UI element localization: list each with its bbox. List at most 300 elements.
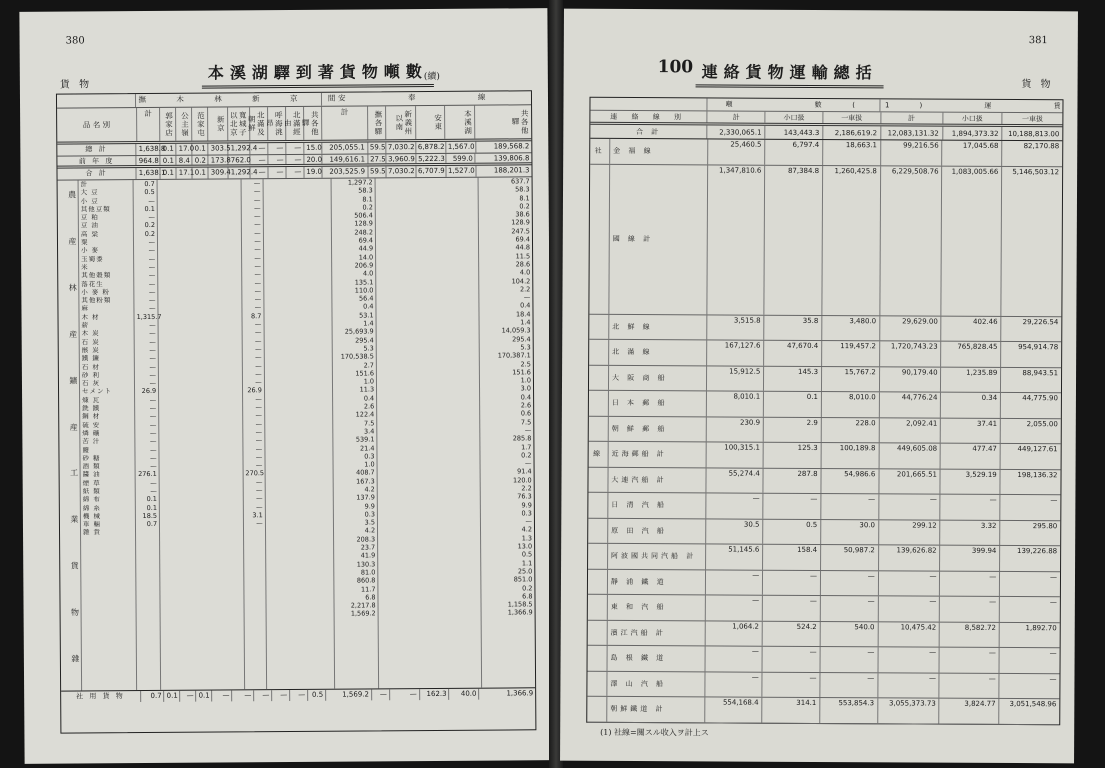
item-name: 小 麥 粉 — [81, 288, 110, 297]
table-cell: — — [525, 459, 532, 468]
connecting-freight-table — [586, 97, 1091, 725]
item-name: 機 械 — [82, 512, 101, 521]
summary-value: 205,055.1 — [322, 142, 368, 153]
table-cell: 6.8 — [522, 592, 533, 601]
table-cell: — — [254, 253, 261, 262]
summary-value: — — [287, 167, 305, 178]
table-cell: — — [705, 646, 763, 671]
column-header: 共各他驛 — [304, 107, 322, 140]
table-cell: 0.5 — [521, 550, 533, 559]
table-cell: 276.1 — [138, 470, 157, 479]
table-cell: 8.1 — [362, 194, 373, 204]
table-cell: 76.3 — [517, 492, 532, 501]
column-header: 共各他驛 — [511, 109, 530, 135]
table-cell: 6,797.4 — [765, 140, 823, 165]
table-row — [588, 544, 1060, 572]
item-name: 煙 草 — [82, 478, 101, 488]
summary-value: 762.0 — [229, 155, 251, 164]
column-header: 呼海洮昂 — [268, 107, 286, 140]
table-cell: — — [255, 394, 262, 403]
table-cell: — — [763, 570, 821, 595]
table-cell: 128.9 — [354, 219, 373, 229]
table-cell: — — [253, 179, 261, 188]
table-cell: 3.5 — [364, 518, 376, 527]
table-cell: 90,179.40 — [880, 367, 942, 392]
table-row — [589, 365, 1061, 393]
table-cell: 110.0 — [354, 286, 374, 295]
table-cell: 139,226.88 — [1017, 547, 1058, 556]
table-cell: 99,216.56 — [881, 140, 943, 165]
line-name: 朝鮮鐵道 計 — [607, 697, 705, 722]
table-cell: — — [149, 420, 157, 429]
summary-value: 0.1 — [193, 144, 209, 155]
table-cell: 38.6 — [515, 210, 530, 219]
table-cell: 87,384.8 — [765, 165, 824, 314]
table-cell: — — [255, 378, 262, 387]
table-row — [588, 518, 1060, 546]
table-row — [587, 671, 1059, 699]
other-stations-column — [478, 177, 535, 687]
line-name: 國 線 計 — [609, 164, 707, 314]
table-cell: 11.5 — [515, 251, 531, 261]
column-header: 小口扱 — [943, 113, 1003, 124]
table-cell: 270.5 — [245, 469, 265, 478]
table-cell: 81.0 — [360, 568, 376, 577]
table-cell: 3.4 — [364, 427, 375, 436]
line-name: 濱江汽船 計 — [608, 620, 706, 645]
table-cell: 28.6 — [515, 260, 531, 269]
section-label: 農 産 — [67, 190, 78, 264]
table-cell: 0.3 — [364, 452, 375, 461]
summary-value: — — [269, 155, 287, 164]
table-cell: 0.6 — [520, 409, 532, 418]
table-row — [588, 569, 1060, 597]
table-cell: — — [254, 328, 262, 337]
summary-value: 20.0 — [304, 155, 322, 164]
line-name: 澤 山 汽 船 — [607, 671, 705, 696]
column-header: 一車扱 — [823, 112, 881, 123]
table-cell: — — [254, 212, 261, 221]
column-header: 小口扱 — [766, 112, 824, 123]
line-name: 北 鮮 線 — [609, 314, 707, 339]
table-cell: 851.0 — [513, 575, 533, 584]
page-number: 380 — [65, 35, 85, 47]
table-cell: 4.2 — [521, 525, 533, 534]
item-name: 木 材 — [81, 313, 100, 322]
minor-stations-column — [158, 179, 245, 690]
table-cell: 230.9 — [706, 417, 764, 442]
cargo-tonnage-table — [56, 90, 536, 733]
table-cell: 137.9 — [356, 493, 375, 502]
table-cell: 56.4 — [358, 294, 374, 303]
footer-row: 社 用 貨 物 0.7 0.1 — 0.1 — — — — — 0.5 1,569.2 — — 162.3 40.0 1,366.9 — [61, 687, 535, 702]
section-label — [589, 365, 609, 390]
item-name: 銑 鐵 — [82, 404, 101, 413]
table-cell: 0.4 — [363, 394, 375, 403]
table-cell: 2.6 — [520, 401, 532, 410]
summary-value: 1,292.4 — [229, 167, 251, 178]
summary-value: 149,616.1 — [322, 154, 368, 163]
table-cell: 100,189.8 — [822, 443, 880, 468]
table-cell: 228.0 — [822, 418, 880, 443]
table-cell: 0.34 — [941, 393, 1001, 418]
table-cell: 1,315.7 — [136, 312, 162, 321]
item-name: 小 豆 — [80, 196, 99, 206]
table-row — [589, 442, 1061, 470]
table-cell: — — [878, 673, 940, 698]
table-cell: — — [1049, 674, 1057, 683]
table-cell: 860.8 — [356, 576, 376, 585]
table-row — [590, 139, 1062, 167]
table-cell: — — [821, 571, 879, 596]
item-name: 酒 類 — [82, 462, 101, 471]
table-cell: 5.3 — [520, 343, 531, 352]
column-header: 郭家店 — [160, 108, 176, 141]
summary-value: 1,567.0 — [446, 142, 476, 153]
table-cell: 299.12 — [879, 520, 941, 545]
table-cell: — — [148, 287, 156, 296]
table-cell: — — [254, 245, 261, 254]
table-cell: 8,010.0 — [822, 392, 880, 417]
table-cell: 3,515.8 — [707, 315, 765, 340]
table-cell: — — [941, 495, 1001, 520]
table-cell: — — [149, 354, 156, 363]
summary-value: 7,030.2 — [386, 142, 416, 153]
table-cell: 122.4 — [355, 410, 375, 419]
anhou-total-column — [332, 178, 379, 688]
section-label — [589, 340, 609, 365]
table-cell: — — [705, 570, 763, 595]
table-cell: — — [254, 228, 261, 237]
table-cell: 3,480.0 — [822, 316, 880, 341]
summary-value: 8.4 — [177, 156, 193, 165]
item-name: 燐 礦 — [82, 429, 101, 438]
section-label — [588, 569, 608, 594]
table-cell: — — [524, 426, 532, 435]
table-cell: 0.1 — [146, 503, 157, 512]
table-cell: 449,127.61 — [1017, 445, 1058, 454]
item-name: 車 輛 — [82, 520, 102, 529]
table-cell: 4.0 — [519, 268, 531, 277]
table-cell: 9.9 — [364, 501, 375, 511]
summary-value: 0.1 — [161, 144, 177, 155]
column-header: 計 — [137, 108, 161, 141]
table-cell: 170,538.5 — [340, 352, 374, 361]
column-header: 本溪湖 — [446, 106, 476, 139]
table-cell: — — [254, 270, 262, 279]
table-cell: 287.8 — [764, 468, 822, 493]
table-cell: 44.8 — [515, 243, 531, 252]
table-cell: 0.5 — [763, 519, 821, 544]
table-cell: 1,064.2 — [705, 621, 763, 646]
table-cell: 314.1 — [762, 698, 820, 723]
table-row — [589, 340, 1061, 368]
section-label — [587, 671, 607, 696]
table-cell: 23.7 — [360, 543, 376, 552]
table-cell: — — [940, 571, 1000, 596]
item-name: 小 麥 — [80, 246, 100, 255]
table-cell: 206.9 — [354, 261, 374, 270]
table-cell: 1.0 — [520, 376, 531, 385]
section-label — [588, 467, 608, 492]
table-cell: 25.0 — [517, 567, 533, 576]
item-name: 豆 粕 — [80, 213, 99, 222]
column-header: 計 — [708, 111, 766, 122]
table-cell: 553,854.3 — [820, 698, 878, 723]
table-cell: 1.7 — [521, 442, 532, 451]
table-cell: 7.5 — [363, 418, 375, 428]
item-name: 豆 油 — [80, 221, 99, 230]
grand-total-label: 合 計 — [590, 125, 708, 139]
table-cell: 6,229,508.76 — [880, 166, 943, 315]
summary-value: 7,030.2 — [386, 166, 416, 177]
table-cell: — — [254, 303, 262, 312]
table-cell: 44.9 — [358, 244, 374, 253]
table-cell: — — [150, 461, 157, 471]
table-cell: 3,051,548.96 — [1009, 700, 1057, 709]
summary-value: 0.2 — [193, 156, 209, 165]
summary-value: 17.1 — [177, 168, 193, 179]
summary-value: 964.8 — [137, 156, 161, 165]
table-cell: 2,092.41 — [879, 418, 941, 443]
table-cell: — — [148, 213, 155, 222]
column-header: 新京 — [208, 107, 228, 140]
item-name: 其他豆類 — [80, 205, 111, 214]
table-cell: 3,824.77 — [940, 699, 1000, 724]
table-cell: 7.5 — [520, 417, 532, 426]
column-header: 新義州以南 — [386, 106, 416, 139]
table-cell: 44,776.24 — [880, 392, 942, 417]
table-cell: — — [149, 428, 157, 437]
section-label — [588, 518, 608, 543]
column-header: 品 名 別 — [57, 108, 137, 142]
table-cell: 82,170.88 — [1023, 142, 1060, 151]
table-cell: — — [940, 648, 1000, 673]
section-label — [587, 697, 607, 722]
line-name: 北 滿 線 — [609, 340, 707, 365]
table-cell: 248.2 — [354, 228, 374, 237]
item-name: 鐵 鑛 — [81, 354, 100, 363]
summary-label: 前 年 度 — [57, 156, 136, 166]
summary-value: 1,292.4 — [229, 143, 251, 154]
table-cell: — — [255, 353, 262, 362]
summary-value: 599.0 — [446, 154, 476, 163]
section-label: 社 — [590, 139, 610, 164]
table-cell: — — [256, 494, 263, 503]
summary-value: 303.5 — [209, 143, 229, 154]
table-cell: 954,914.78 — [1018, 343, 1059, 352]
table-cell: — — [940, 673, 1000, 698]
table-cell: 26.9 — [247, 386, 262, 395]
table-cell: — — [254, 295, 262, 304]
line-name: 日 清 汽 船 — [608, 493, 706, 518]
table-cell: 1,720,743.23 — [880, 341, 942, 366]
summary-value: 189,568.2 — [493, 142, 530, 151]
table-row — [588, 493, 1060, 521]
table-cell: — — [1049, 572, 1058, 581]
item-name: 砂 利 — [81, 371, 100, 380]
table-row — [589, 416, 1061, 444]
item-name: 石 材 — [81, 362, 100, 371]
connecting-line-rows — [587, 139, 1062, 725]
table-cell: — — [255, 477, 263, 486]
section-label — [588, 620, 608, 645]
right-page — [560, 9, 1091, 764]
summary-value: 19.0 — [304, 167, 322, 178]
item-name: 落花生 — [81, 279, 104, 288]
table-cell: 4.2 — [364, 485, 375, 494]
table-cell: 0.5 — [144, 188, 155, 197]
table-cell: 765,828.45 — [942, 342, 1002, 367]
table-cell: — — [148, 262, 156, 271]
table-cell: — — [940, 597, 1000, 622]
section-label — [588, 544, 608, 569]
page-number: 381 — [1028, 35, 1048, 47]
table-cell: 295.80 — [1032, 521, 1058, 530]
table-cell: — — [879, 596, 941, 621]
table-cell: 15,767.2 — [822, 367, 880, 392]
table-cell: — — [149, 412, 157, 421]
section-label: 鑛 産 — [68, 376, 79, 449]
table-cell: — — [255, 419, 263, 428]
summary-label: 合 計 — [57, 168, 136, 180]
item-name: 薪 — [81, 321, 90, 330]
table-cell: 25,460.5 — [708, 139, 766, 164]
table-cell: 51,145.6 — [706, 544, 764, 569]
summary-value: — — [269, 167, 287, 178]
section-label — [589, 314, 609, 339]
group-header: 噸 數 — [708, 98, 881, 111]
table-cell: 26.9 — [141, 387, 157, 396]
table-cell: — — [149, 337, 156, 346]
table-cell: — — [149, 362, 157, 371]
group-header: 撫 木 林 新 京 間 — [136, 93, 322, 107]
item-name: 紙 類 — [82, 487, 101, 496]
item-name: 醬 油 — [82, 470, 101, 479]
table-cell: — — [150, 453, 157, 462]
table-cell: — — [255, 361, 262, 370]
table-cell: 167,127.6 — [707, 340, 765, 365]
table-row — [588, 620, 1060, 648]
table-cell: 1,366.9 — [507, 608, 533, 617]
column-header: 北滿經由 — [286, 107, 304, 140]
table-cell: 4.0 — [362, 269, 374, 278]
table-cell: 9.9 — [521, 500, 532, 509]
table-cell: 0.2 — [144, 221, 156, 230]
table-cell: — — [255, 345, 262, 354]
table-row — [589, 391, 1061, 419]
line-name: 島 根 鐵 道 — [607, 646, 705, 671]
table-cell: 1.4 — [363, 319, 374, 328]
table-cell: 88,943.51 — [1022, 368, 1059, 377]
table-cell: — — [150, 445, 157, 454]
table-row — [588, 467, 1060, 495]
item-name: 粟 — [80, 238, 89, 247]
line-name: 日 本 郵 船 — [609, 391, 707, 416]
page-title: 本溪湖驛到著貨物噸數 — [202, 59, 434, 89]
table-cell: 247.5 — [511, 227, 530, 236]
table-number: 100 — [657, 57, 694, 78]
table-cell: — — [254, 278, 262, 287]
table-cell: 17,045.68 — [943, 141, 1003, 166]
summary-value: 0.1 — [161, 156, 177, 165]
grand-total-row: 合 計 2,330,065.1 143,443.3 2,186,619.2 12,083,131.32 1,894,373.32 10,188,813.00 — [590, 125, 1062, 141]
table-cell: 0.1 — [764, 392, 822, 417]
table-cell: 69.4 — [358, 236, 374, 245]
table-cell: 3,529.19 — [941, 469, 1001, 494]
table-cell: 0.1 — [146, 495, 157, 504]
table-cell: 3.0 — [520, 384, 532, 393]
section-label — [588, 646, 608, 671]
table-cell: 30.5 — [706, 519, 764, 544]
table-cell: — — [255, 444, 263, 453]
item-name: 綿 布 — [82, 495, 101, 504]
table-row — [588, 646, 1060, 674]
table-cell: — — [148, 296, 156, 305]
summary-value: 59.5 — [368, 166, 386, 177]
summary-value: — — [286, 143, 304, 154]
table-cell: 8.7 — [250, 311, 262, 320]
table-cell: 29,226.54 — [1022, 317, 1059, 326]
table-cell: 6.8 — [365, 593, 376, 602]
table-cell: 0.7 — [146, 520, 158, 529]
table-cell: 158.4 — [763, 545, 821, 570]
line-name: 原 田 汽 船 — [608, 518, 706, 543]
table-cell: — — [705, 595, 763, 620]
item-grid — [58, 177, 536, 690]
table-cell: 130.3 — [356, 560, 376, 569]
table-cell: — — [821, 647, 879, 672]
column-header: 安東 — [416, 106, 446, 139]
summary-value: 15.0 — [304, 143, 322, 154]
table-cell: 25,693.9 — [344, 327, 374, 336]
table-cell: 295.4 — [355, 336, 374, 345]
table-cell: 198,136.32 — [1017, 470, 1058, 479]
table-cell: 0.3 — [521, 509, 532, 518]
footnote: (1) 社線=關スル收入ヲ計上ス — [600, 727, 709, 738]
table-cell: — — [254, 262, 262, 271]
column-header: 計 — [881, 112, 943, 123]
item-name: 鋼 材 — [82, 412, 101, 421]
summary-value: 5,222.3 — [416, 154, 446, 163]
summary-label: 總 計 — [57, 144, 136, 156]
column-header-row — [57, 105, 531, 144]
summary-value: 309.4 — [209, 167, 229, 178]
summary-value: — — [251, 143, 269, 154]
table-cell: — — [149, 329, 156, 338]
item-name: 骸 炭 — [81, 346, 100, 355]
table-cell: 58.3 — [358, 186, 373, 195]
table-cell: — — [149, 345, 156, 354]
table-cell: 1.0 — [364, 460, 375, 469]
anhou-station-columns — [376, 178, 482, 689]
total-column — [134, 180, 162, 690]
table-cell: 11.7 — [360, 584, 376, 594]
table-cell: — — [764, 494, 822, 519]
column-header: 范家屯 — [192, 108, 208, 141]
page-title: 連絡貨物運輸總括 — [696, 59, 884, 88]
table-cell: 170,387.1 — [497, 351, 531, 360]
table-cell: 0.3 — [364, 510, 375, 519]
table-cell: 69.4 — [515, 235, 530, 244]
table-cell: 14,059.3 — [501, 326, 531, 335]
title-suffix: (續) — [423, 71, 440, 83]
table-cell: 2.2 — [519, 285, 531, 294]
summary-value: 3,960.9 — [386, 154, 416, 163]
table-cell: 2,217.8 — [350, 601, 376, 610]
section-label — [588, 493, 608, 518]
section-label — [588, 595, 608, 620]
